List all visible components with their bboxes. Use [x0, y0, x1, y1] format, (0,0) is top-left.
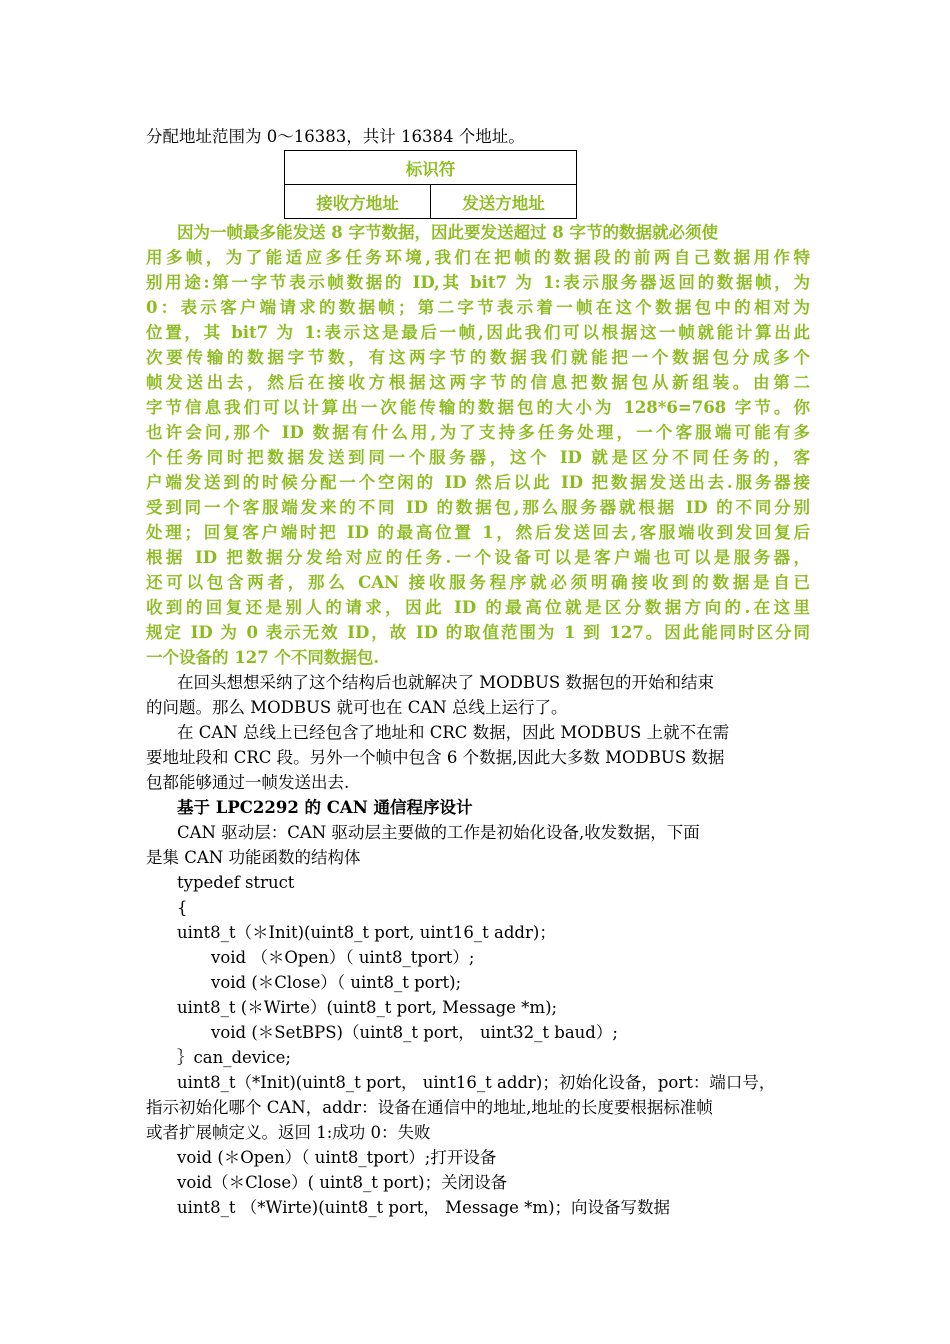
green-line: 也许会问,那个 ID 数据有什么用,为了支持多任务处理，一个客服端可能有多	[146, 423, 810, 442]
identifier-table	[284, 150, 577, 219]
description-line: uint8_t（*Init)(uint8_t port， uint16_t addr)；初始化设备，port：端口号，	[177, 1073, 776, 1092]
green-line: 受到同一个客服端发来的不同 ID 的数据包,那么服务器就根据 ID 的不同分别	[146, 498, 810, 517]
green-line: 次要传输的数据字节数，有这两字节的数据我们就能把一个数据包分成多个	[146, 348, 810, 367]
green-line: 处理；回复客户端时把 ID 的最高位置 1，然后发送回去,客服端收到发回复后	[146, 523, 810, 542]
green-line: 别用途:第一字节表示帧数据的 ID,其 bit7 为 1:表示服务器返回的数据帧，为	[146, 273, 810, 292]
sender-address-cell: 发送方地址	[431, 185, 577, 219]
section-heading: 基于 LPC2292 的 CAN 通信程序设计	[177, 798, 473, 817]
code-line: uint8_t (＊Wirte）(uint8_t port, Message *m);	[177, 998, 558, 1017]
description-line: 指示初始化哪个 CAN，addr：设备在通信中的地址,地址的长度要根据标准帧	[146, 1098, 713, 1117]
identifier-header: 标识符	[285, 151, 577, 185]
green-line: 因为一帧最多能发送 8 字节数据，因此要发送超过 8 字节的数据就必须使	[177, 223, 718, 242]
code-line: void (＊SetBPS)（uint8_t port， uint32_t baud）;	[211, 1023, 618, 1042]
paragraph-line: 是集 CAN 功能函数的结构体	[146, 848, 361, 867]
paragraph-line: 包都能够通过一帧发送出去.	[146, 773, 350, 792]
code-line: void （＊Open）（ uint8_tport）;	[211, 948, 475, 967]
green-line: 收到的回复还是别人的请求，因此 ID 的最高位就是区分数据方向的.在这里	[146, 598, 810, 617]
code-line: uint8_t（＊Init)(uint8_t port, uint16_t addr)；	[177, 923, 556, 942]
green-line: 用多帧，为了能适应多任务环境,我们在把帧的数据段的前两自己数据用作特	[146, 248, 810, 267]
green-line: 一个设备的 127 个不同数据包.	[146, 648, 380, 667]
paragraph-line: 的问题。那么 MODBUS 就可也在 CAN 总线上运行了。	[146, 698, 568, 717]
description-line: 或者扩展帧定义。返回 1:成功 0：失败	[146, 1123, 431, 1142]
green-line: 规定 ID 为 0 表示无效 ID，故 ID 的取值范围为 1 到 127。因此能同时区分同	[146, 623, 810, 642]
green-line: 位置，其 bit7 为 1:表示这是最后一帧,因此我们可以根据这一帧就能计算出此	[146, 323, 810, 342]
green-line: 个任务同时把数据发送到同一个服务器，这个 ID 就是区分不同任务的，客	[146, 448, 810, 467]
function-line: void (＊Open）（ uint8_tport）;打开设备	[177, 1148, 497, 1167]
paragraph-line: 在回头想想采纳了这个结构后也就解决了 MODBUS 数据包的开始和结束	[177, 673, 714, 692]
green-line: 根据 ID 把数据分发给对应的任务.一个设备可以是客户端也可以是服务器，	[146, 548, 810, 567]
green-line: 0：表示客户端请求的数据帧；第二字节表示着一帧在这个数据包中的相对为	[146, 298, 810, 317]
receiver-address-cell: 接收方地址	[285, 185, 431, 219]
code-line: ｝can_device;	[177, 1048, 291, 1067]
code-line: typedef struct	[177, 873, 295, 892]
intro-line: 分配地址范围为 0～16383，共计 16384 个地址。	[146, 127, 525, 146]
code-line: {	[177, 898, 188, 917]
green-line: 还可以包含两者，那么 CAN 接收服务程序就必须明确接收到的数据是自已	[146, 573, 810, 592]
code-line: void (＊Close）（ uint8_t port);	[211, 973, 462, 992]
function-line: uint8_t （*Wirte)(uint8_t port， Message *m)；向设备写数据	[177, 1198, 671, 1217]
paragraph-line: 在 CAN 总线上已经包含了地址和 CRC 数据，因此 MODBUS 上就不在需	[177, 723, 730, 742]
paragraph-line: CAN 驱动层：CAN 驱动层主要做的工作是初始化设备,收发数据，下面	[177, 823, 700, 842]
green-line: 帧发送出去，然后在接收方根据这两字节的信息把数据包从新组装。由第二	[146, 373, 810, 392]
paragraph-line: 要地址段和 CRC 段。另外一个帧中包含 6 个数据,因此大多数 MODBUS 数据	[146, 748, 725, 767]
green-line: 字节信息我们可以计算出一次能传输的数据包的大小为 128*6=768 字节。你	[146, 398, 810, 417]
green-line: 户端发送到的时候分配一个空闲的 ID 然后以此 ID 把数据发送出去.服务器接	[146, 473, 810, 492]
function-line: void（＊Close）( uint8_t port)；关闭设备	[177, 1173, 508, 1192]
